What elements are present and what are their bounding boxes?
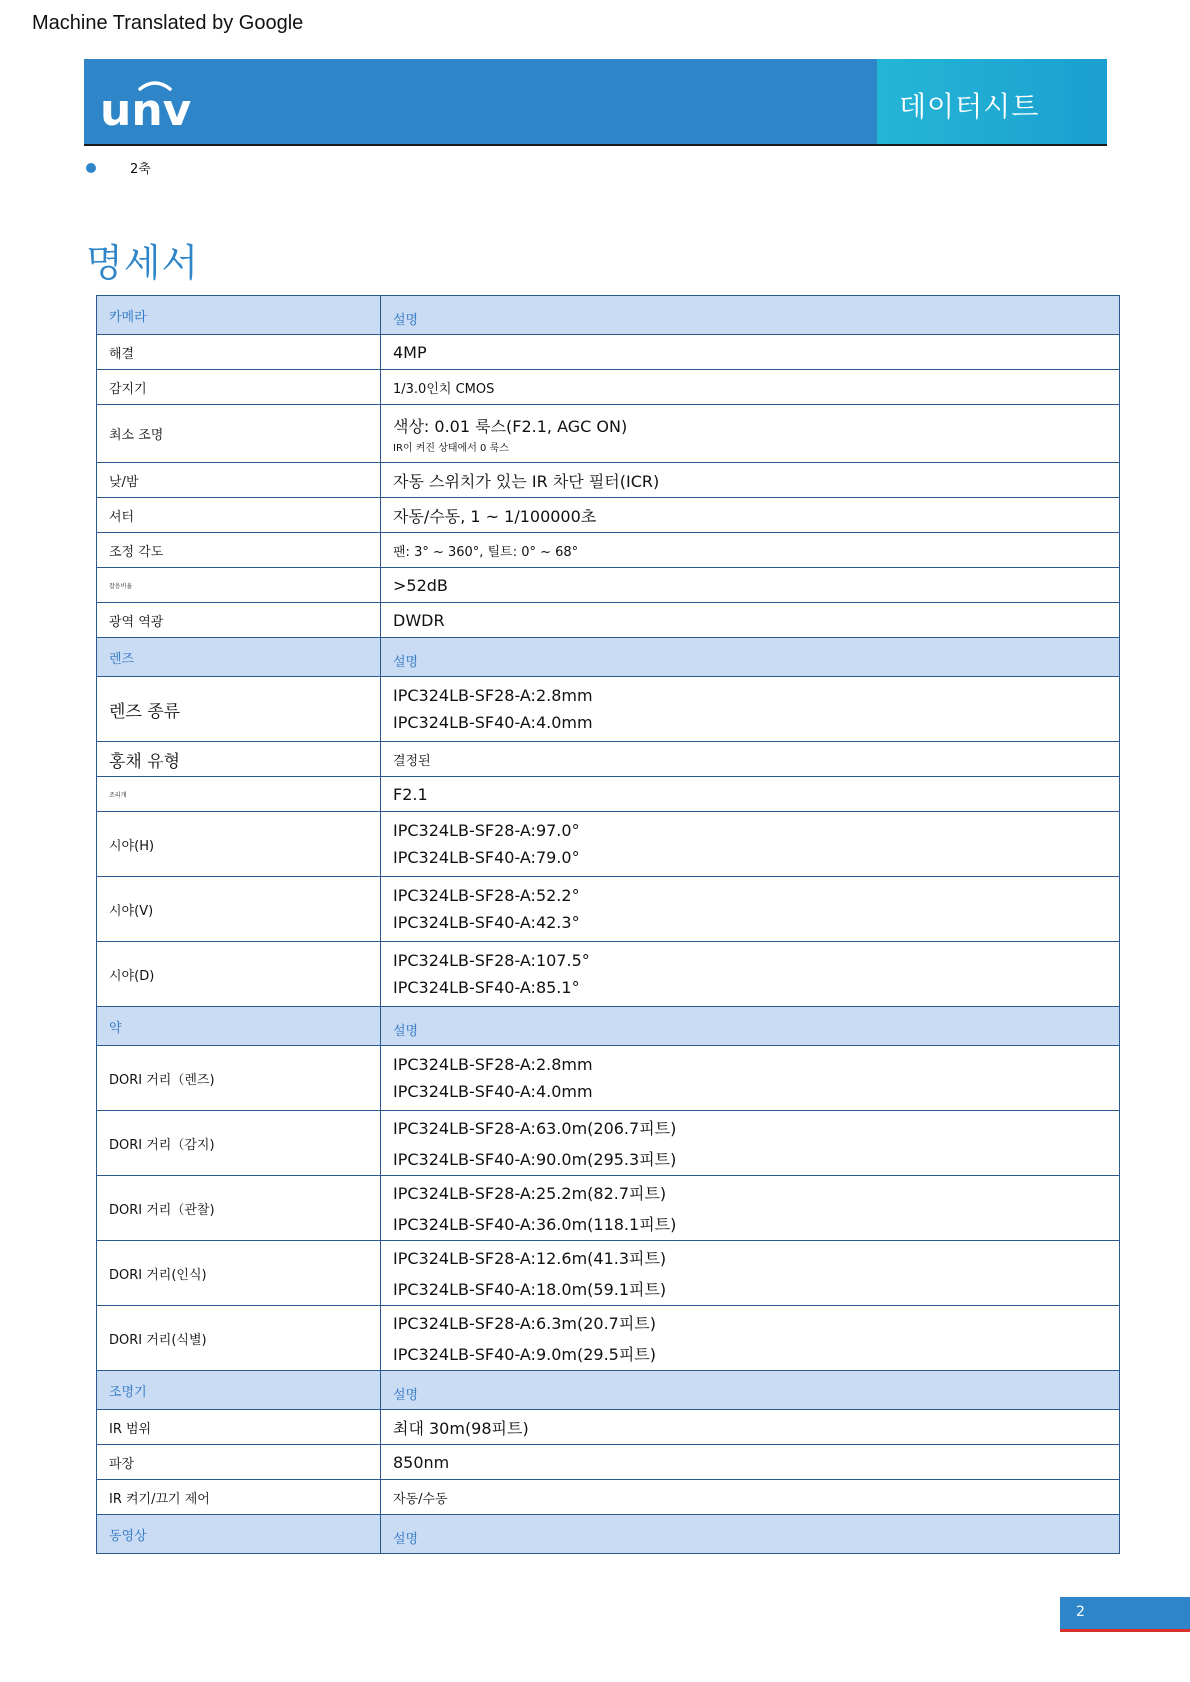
table-row	[97, 1046, 1120, 1111]
row-label: DORI 거리（렌즈)	[97, 1046, 381, 1111]
row-value	[381, 1176, 1120, 1241]
row-value-line: IPC324LB-SF40-A:9.0m(29.5피트)	[393, 1345, 656, 1364]
row-label: DORI 거리（감지)	[97, 1111, 381, 1176]
table-row	[97, 1410, 1120, 1445]
row-value: 자동 스위치가 있는 IR 차단 필터(ICR)	[381, 463, 1120, 498]
table-row	[97, 777, 1120, 812]
row-value: 최대 30m(98피트)	[381, 1410, 1120, 1445]
table-row	[97, 942, 1120, 1007]
table-row	[97, 603, 1120, 638]
row-value	[381, 942, 1120, 1007]
row-value	[381, 405, 1120, 463]
row-value	[381, 1241, 1120, 1306]
row-value-line: IPC324LB-SF40-A:4.0mm	[393, 713, 593, 732]
table-row	[97, 405, 1120, 463]
header-banner	[84, 59, 1107, 146]
row-value-line: IPC324LB-SF28-A:25.2m(82.7피트)	[393, 1184, 667, 1203]
row-value	[381, 1306, 1120, 1371]
row-label: 광역 역광	[97, 603, 381, 638]
machine-translated-note: Machine Translated by Google	[32, 12, 304, 34]
row-value	[381, 812, 1120, 877]
row-value: F2.1	[381, 777, 1120, 812]
section-header-camera	[97, 296, 1120, 335]
table-row	[97, 742, 1120, 777]
section-header-dori	[97, 1007, 1120, 1046]
row-value: 1/3.0인치 CMOS	[381, 370, 1120, 405]
row-label: 낮/밤	[97, 463, 381, 498]
bullet-dot-icon	[86, 163, 96, 173]
header-desc: 설명	[381, 638, 1120, 677]
table-row	[97, 370, 1120, 405]
row-label: 잡음비율	[97, 568, 381, 603]
header-label: 약	[97, 1007, 381, 1046]
row-label: 조정 각도	[97, 533, 381, 568]
table-row	[97, 1445, 1120, 1480]
row-label: 홍채 유형	[97, 742, 381, 777]
row-value: DWDR	[381, 603, 1120, 638]
header-desc: 설명	[381, 296, 1120, 335]
row-value-line: IPC324LB-SF28-A:97.0°	[393, 821, 580, 840]
table-row	[97, 812, 1120, 877]
row-value: 자동/수동, 1 ~ 1/100000초	[381, 498, 1120, 533]
table-row	[97, 1176, 1120, 1241]
row-label: DORI 거리(인식)	[97, 1241, 381, 1306]
row-value-note: IR이 켜진 상태에서 0 룩스	[393, 442, 509, 454]
row-value-line: IPC324LB-SF40-A:79.0°	[393, 848, 580, 867]
section-header-video	[97, 1515, 1120, 1554]
header-label: 조명기	[97, 1371, 381, 1410]
row-value-line: 색상: 0.01 룩스(F2.1, AGC ON)	[393, 416, 628, 436]
row-value-line: IPC324LB-SF28-A:107.5°	[393, 951, 590, 970]
table-row	[97, 1241, 1120, 1306]
bullet-text: 2축	[130, 162, 151, 177]
banner-logo-area	[84, 59, 877, 144]
row-value: 자동/수동	[381, 1480, 1120, 1515]
row-label: 최소 조명	[97, 405, 381, 463]
row-label: DORI 거리(식별)	[97, 1306, 381, 1371]
table-row	[97, 1306, 1120, 1371]
section-header-illuminator	[97, 1371, 1120, 1410]
row-label: DORI 거리（관찰)	[97, 1176, 381, 1241]
svg-text:unv: unv	[100, 85, 192, 131]
table-row	[97, 1480, 1120, 1515]
row-value	[381, 677, 1120, 742]
row-value	[381, 1046, 1120, 1111]
row-value	[381, 877, 1120, 942]
section-header-lens	[97, 638, 1120, 677]
row-value-line: IPC324LB-SF28-A:63.0m(206.7피트)	[393, 1119, 677, 1138]
header-desc: 설명	[381, 1371, 1120, 1410]
banner-title-area	[877, 59, 1107, 144]
header-label: 카메라	[97, 296, 381, 335]
row-value-line: IPC324LB-SF28-A:12.6m(41.3피트)	[393, 1249, 667, 1268]
table-row	[97, 498, 1120, 533]
row-label: IR 범위	[97, 1410, 381, 1445]
row-value-line: IPC324LB-SF28-A:2.8mm	[393, 1055, 593, 1074]
header-desc: 설명	[381, 1007, 1120, 1046]
table-row	[97, 335, 1120, 370]
section-title: 명세서	[86, 241, 200, 285]
row-label: 시야(H)	[97, 812, 381, 877]
row-value-line: IPC324LB-SF28-A:52.2°	[393, 886, 580, 905]
row-label: 감지기	[97, 370, 381, 405]
table-row	[97, 677, 1120, 742]
table-row	[97, 533, 1120, 568]
row-value: 4MP	[381, 335, 1120, 370]
page-number-marker	[1060, 1597, 1190, 1632]
row-value-line: IPC324LB-SF40-A:85.1°	[393, 978, 580, 997]
row-value-line: IPC324LB-SF40-A:18.0m(59.1피트)	[393, 1280, 667, 1299]
row-value	[381, 1111, 1120, 1176]
row-value-line: IPC324LB-SF40-A:36.0m(118.1피트)	[393, 1215, 677, 1234]
row-value-line: IPC324LB-SF40-A:90.0m(295.3피트)	[393, 1150, 677, 1169]
row-label: 시야(D)	[97, 942, 381, 1007]
unv-logo	[100, 73, 210, 131]
header-label: 렌즈	[97, 638, 381, 677]
table-row	[97, 1111, 1120, 1176]
row-label: 셔터	[97, 498, 381, 533]
row-label: 조리개	[97, 777, 381, 812]
spec-table	[96, 295, 1120, 1554]
table-row	[97, 568, 1120, 603]
row-value: 850nm	[381, 1445, 1120, 1480]
row-label: IR 켜기/끄기 제어	[97, 1480, 381, 1515]
page-number: 2	[1076, 1604, 1085, 1620]
row-label: 렌즈 종류	[97, 677, 381, 742]
header-label: 동영상	[97, 1515, 381, 1554]
bullet-item	[86, 158, 151, 177]
row-value-line: IPC324LB-SF40-A:42.3°	[393, 913, 580, 932]
row-label: 시야(V)	[97, 877, 381, 942]
row-label: 파장	[97, 1445, 381, 1480]
table-row	[97, 463, 1120, 498]
table-row	[97, 877, 1120, 942]
row-value-line: IPC324LB-SF28-A:2.8mm	[393, 686, 593, 705]
row-value: >52dB	[381, 568, 1120, 603]
row-value-line: IPC324LB-SF28-A:6.3m(20.7피트)	[393, 1314, 656, 1333]
banner-title: 데이터시트	[899, 90, 1040, 123]
row-label: 해결	[97, 335, 381, 370]
row-value: 팬: 3° ~ 360°, 틸트: 0° ~ 68°	[381, 533, 1120, 568]
row-value: 결정된	[381, 742, 1120, 777]
header-desc: 설명	[381, 1515, 1120, 1554]
row-value-line: IPC324LB-SF40-A:4.0mm	[393, 1082, 593, 1101]
